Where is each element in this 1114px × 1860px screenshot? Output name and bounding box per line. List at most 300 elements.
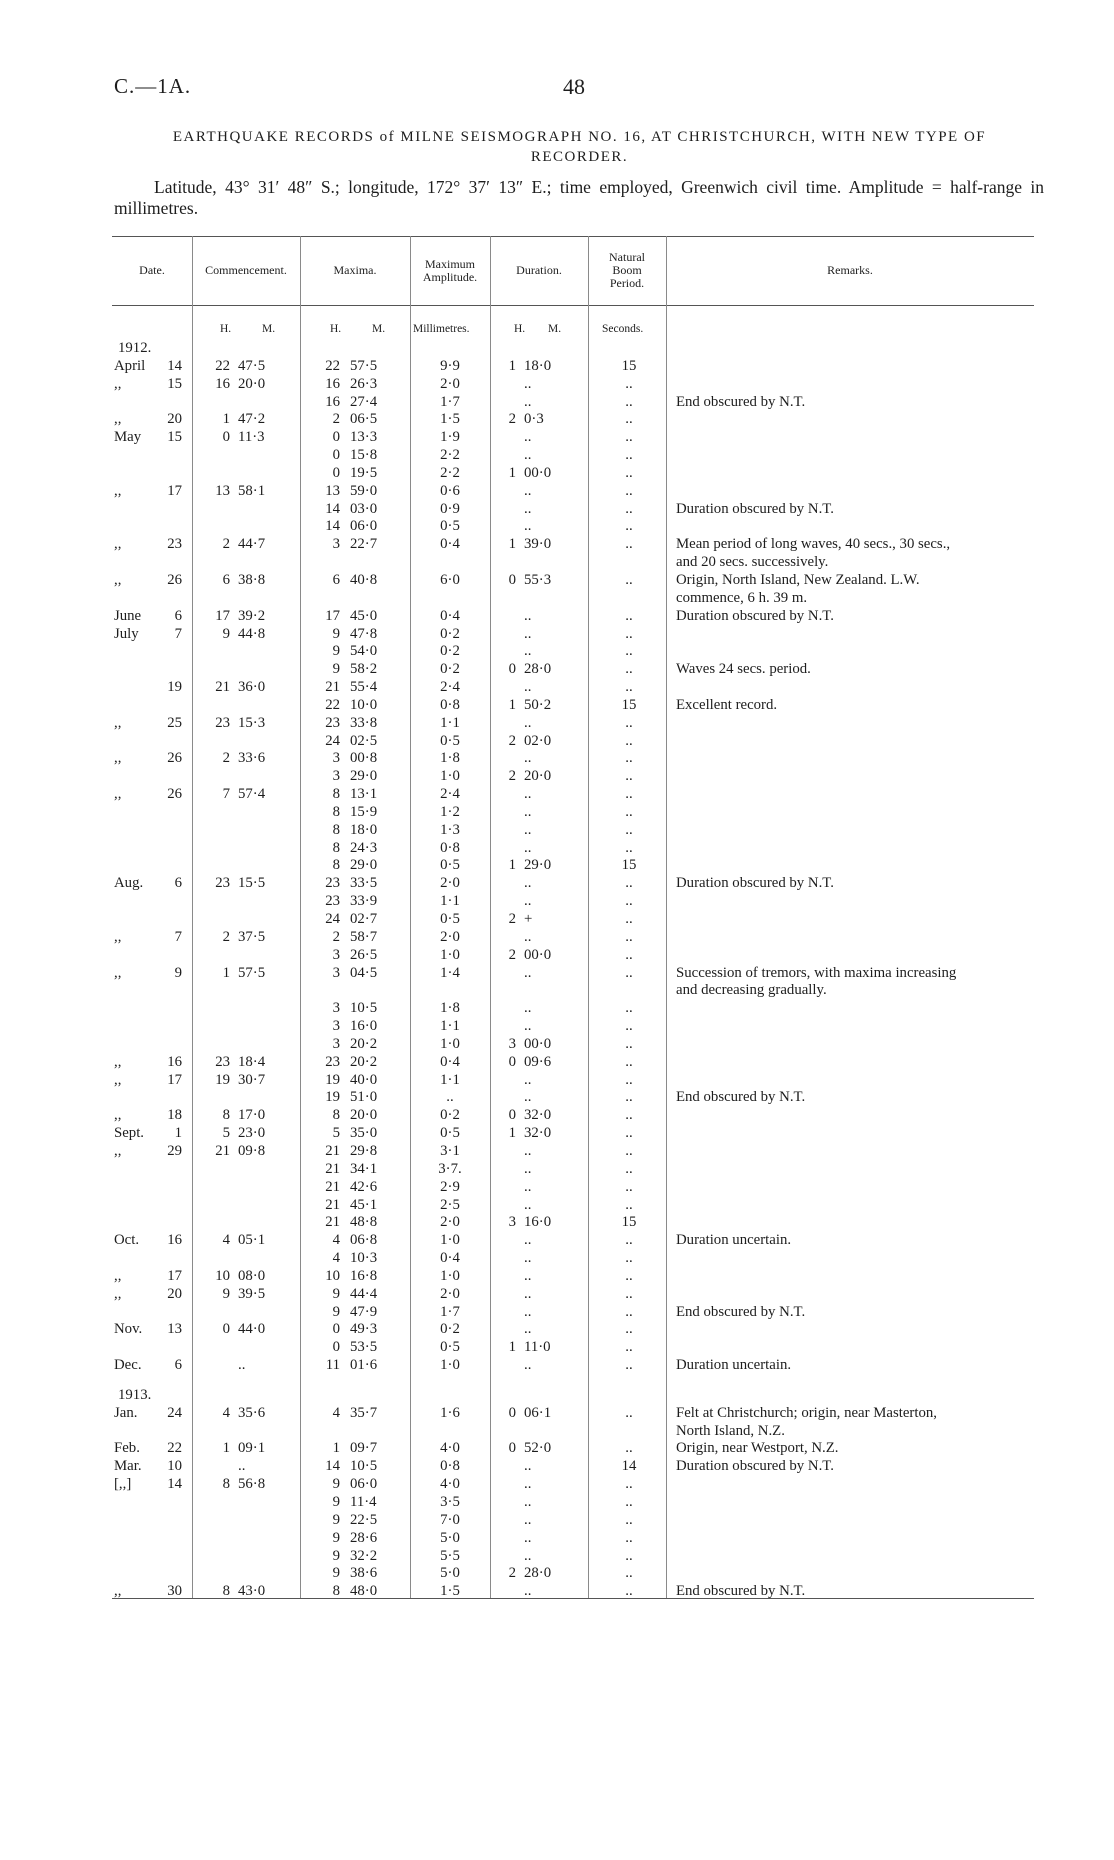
remarks: Duration obscured by N.T. bbox=[676, 607, 834, 624]
duration-minutes: 11·0 bbox=[524, 1339, 551, 1356]
commencement-minutes: 37·5 bbox=[238, 928, 266, 945]
duration-minutes: .. bbox=[524, 1018, 532, 1035]
date-day: 6 bbox=[174, 607, 182, 624]
duration-minutes: .. bbox=[524, 1285, 532, 1302]
duration-hours: 1 bbox=[508, 1125, 516, 1142]
maxima-hours: 21 bbox=[325, 1214, 340, 1231]
duration-minutes: .. bbox=[524, 1232, 532, 1249]
maxima-minutes: 42·6 bbox=[350, 1178, 378, 1195]
maxima-hours: 0 bbox=[332, 1339, 340, 1356]
maxima-minutes: 51·0 bbox=[350, 1089, 378, 1106]
maxima-hours: 3 bbox=[332, 946, 340, 963]
amplitude: 1·6 bbox=[440, 1404, 460, 1421]
boom-period: .. bbox=[625, 375, 633, 392]
maxima-minutes: 29·0 bbox=[350, 857, 378, 874]
duration-hours: 1 bbox=[508, 1339, 516, 1356]
maxima-hours: 8 bbox=[332, 803, 340, 820]
boom-period: .. bbox=[625, 1071, 633, 1088]
maxima-minutes: 04·5 bbox=[350, 964, 378, 981]
date-day: 26 bbox=[167, 571, 182, 588]
date-day: 13 bbox=[167, 1321, 182, 1338]
duration-minutes: 00·0 bbox=[524, 464, 552, 481]
maxima-hours: 4 bbox=[332, 1250, 340, 1267]
boom-period: .. bbox=[625, 1404, 633, 1421]
amplitude: 1·9 bbox=[440, 429, 460, 446]
maxima-minutes: 02·5 bbox=[350, 732, 378, 749]
boom-period: .. bbox=[625, 714, 633, 731]
maxima-minutes: 15·9 bbox=[350, 803, 378, 820]
boom-period: .. bbox=[625, 1565, 633, 1582]
maxima-hours: 4 bbox=[332, 1404, 340, 1421]
unit-hours-maxima: H. bbox=[330, 323, 342, 335]
maxima-hours: 11 bbox=[325, 1357, 340, 1374]
date-day: 1 bbox=[174, 1125, 182, 1142]
amplitude: 1·1 bbox=[440, 714, 460, 731]
amplitude: 1·4 bbox=[440, 964, 460, 981]
duration-hours: 3 bbox=[508, 1214, 516, 1231]
header-line: Amplitude. bbox=[422, 269, 478, 284]
duration-hours: 2 bbox=[508, 946, 516, 963]
commencement-minutes: 09·8 bbox=[238, 1142, 266, 1159]
amplitude: 0·5 bbox=[440, 1339, 460, 1356]
duration-hours: 1 bbox=[508, 464, 516, 481]
maxima-hours: 8 bbox=[332, 1583, 340, 1600]
table-row bbox=[0, 1250, 1114, 1268]
duration-minutes: .. bbox=[524, 1000, 532, 1017]
commencement-minutes: 44·0 bbox=[238, 1321, 266, 1338]
boom-period: .. bbox=[625, 1107, 633, 1124]
duration-minutes: .. bbox=[524, 1267, 532, 1284]
table-row bbox=[0, 626, 1114, 644]
boom-period: .. bbox=[625, 1321, 633, 1338]
commencement-hours: 1 bbox=[222, 964, 230, 981]
table-body bbox=[0, 340, 1114, 1601]
amplitude: 0·4 bbox=[440, 1250, 460, 1267]
maxima-minutes: 38·6 bbox=[350, 1565, 378, 1582]
amplitude: 5·0 bbox=[440, 1529, 460, 1546]
table-row bbox=[0, 697, 1114, 715]
maxima-hours: 3 bbox=[332, 750, 340, 767]
boom-period: .. bbox=[625, 393, 633, 410]
maxima-minutes: 15·8 bbox=[350, 447, 378, 464]
date-month: ,, bbox=[114, 482, 122, 499]
amplitude: 0·9 bbox=[440, 500, 460, 517]
boom-period: .. bbox=[625, 447, 633, 464]
boom-period: 15 bbox=[621, 357, 637, 374]
commencement-hours: 2 bbox=[222, 750, 230, 767]
boom-period: .. bbox=[625, 1196, 633, 1213]
table-row bbox=[0, 590, 1114, 608]
amplitude: 2·5 bbox=[440, 1196, 460, 1213]
maxima-minutes: 19·5 bbox=[350, 464, 378, 481]
table-row bbox=[0, 1476, 1114, 1494]
commencement-minutes: 05·1 bbox=[238, 1232, 266, 1249]
table-row bbox=[0, 661, 1114, 679]
maxima-minutes: 44·4 bbox=[350, 1285, 378, 1302]
remarks: End obscured by N.T. bbox=[676, 393, 806, 410]
commencement-minutes: 44·7 bbox=[238, 536, 266, 553]
table-row bbox=[0, 1530, 1114, 1548]
duration-minutes: .. bbox=[524, 1196, 532, 1213]
duration-minutes: .. bbox=[524, 1583, 532, 1600]
header-line: Maximum bbox=[424, 256, 475, 271]
boom-period: .. bbox=[625, 964, 633, 981]
boom-period: .. bbox=[625, 429, 633, 446]
amplitude: 2·0 bbox=[440, 1285, 460, 1302]
table-row bbox=[0, 1458, 1114, 1476]
amplitude: 1·1 bbox=[440, 1018, 460, 1035]
commencement-hours: 16 bbox=[215, 375, 230, 392]
duration-minutes: 52·0 bbox=[524, 1440, 552, 1457]
boom-period: .. bbox=[625, 803, 633, 820]
date-month: July bbox=[114, 625, 139, 642]
maxima-hours: 9 bbox=[332, 1494, 340, 1510]
duration-minutes: .. bbox=[524, 375, 532, 392]
maxima-minutes: 47·8 bbox=[350, 625, 378, 642]
boom-period: .. bbox=[625, 1178, 633, 1195]
commencement-hours: 7 bbox=[222, 786, 230, 803]
maxima-minutes: 40·0 bbox=[350, 1071, 378, 1088]
date-day: 16 bbox=[167, 1232, 182, 1249]
boom-period: .. bbox=[625, 875, 633, 892]
maxima-minutes: 20·2 bbox=[350, 1053, 378, 1070]
maxima-minutes: 48·0 bbox=[350, 1583, 378, 1600]
duration-minutes: 32·0 bbox=[524, 1125, 552, 1142]
boom-period: .. bbox=[625, 821, 633, 838]
commencement-minutes: 43·0 bbox=[238, 1583, 266, 1600]
duration-minutes: .. bbox=[524, 1142, 532, 1159]
maxima-hours: 24 bbox=[325, 732, 340, 749]
commencement-hours: 0 bbox=[222, 429, 230, 446]
table-row bbox=[0, 857, 1114, 875]
commencement-hours: 13 bbox=[215, 482, 230, 499]
table-row bbox=[0, 394, 1114, 412]
table-row bbox=[0, 429, 1114, 447]
remarks: Duration obscured by N.T. bbox=[676, 875, 834, 892]
maxima-minutes: 11·4 bbox=[350, 1494, 377, 1510]
maxima-hours: 3 bbox=[332, 1018, 340, 1035]
date-day: 14 bbox=[167, 1476, 182, 1493]
amplitude: 0·4 bbox=[440, 1053, 460, 1070]
table-row bbox=[0, 786, 1114, 804]
table-row bbox=[0, 1107, 1114, 1125]
amplitude: 0·5 bbox=[440, 857, 460, 874]
amplitude: 4·0 bbox=[440, 1476, 460, 1493]
date-day: 7 bbox=[174, 928, 182, 945]
amplitude: 6·0 bbox=[440, 571, 460, 588]
amplitude: 0·2 bbox=[440, 1107, 460, 1124]
amplitude: 1·2 bbox=[440, 803, 460, 820]
remarks: Duration obscured by N.T. bbox=[676, 500, 834, 517]
table-row bbox=[0, 982, 1114, 1000]
table-row bbox=[0, 1018, 1114, 1036]
table-row bbox=[0, 1232, 1114, 1250]
date-day: 17 bbox=[167, 1267, 182, 1284]
date-day: 23 bbox=[167, 536, 182, 553]
table-row bbox=[0, 1565, 1114, 1583]
maxima-hours: 14 bbox=[325, 1458, 340, 1475]
column-header-date: Date. bbox=[139, 263, 165, 277]
date-day: 17 bbox=[167, 1071, 182, 1088]
duration-minutes: .. bbox=[524, 679, 532, 696]
duration-hours: 2 bbox=[508, 732, 516, 749]
commencement-hours: 2 bbox=[222, 928, 230, 945]
boom-period: .. bbox=[625, 1476, 633, 1493]
maxima-hours: 9 bbox=[332, 1303, 340, 1320]
duration-minutes: .. bbox=[524, 750, 532, 767]
amplitude: 1·0 bbox=[440, 946, 460, 963]
commencement-minutes: .. bbox=[238, 1458, 246, 1475]
duration-minutes: 09·6 bbox=[524, 1053, 552, 1070]
maxima-hours: 13 bbox=[325, 482, 340, 499]
maxima-hours: 24 bbox=[325, 911, 340, 927]
amplitude: 5·0 bbox=[440, 1565, 460, 1582]
amplitude: 1·8 bbox=[440, 750, 460, 767]
date-month: ,, bbox=[114, 375, 122, 392]
table-row bbox=[0, 1375, 1114, 1387]
boom-period: .. bbox=[625, 536, 633, 553]
maxima-hours: 0 bbox=[332, 1321, 340, 1338]
table-row bbox=[0, 1583, 1114, 1601]
commencement-minutes: 18·4 bbox=[238, 1053, 266, 1070]
duration-minutes: .. bbox=[524, 839, 532, 856]
duration-hours: 2 bbox=[508, 1565, 516, 1582]
remarks: Duration uncertain. bbox=[676, 1232, 792, 1249]
amplitude: 2·9 bbox=[440, 1178, 460, 1195]
unit-minutes-commencement: M. bbox=[262, 323, 276, 335]
date-day: 19 bbox=[167, 679, 182, 696]
maxima-minutes: 58·2 bbox=[350, 661, 378, 678]
remarks: Origin, near Westport, N.Z. bbox=[676, 1440, 839, 1457]
boom-period: .. bbox=[625, 1142, 633, 1159]
commencement-minutes: 38·8 bbox=[238, 571, 266, 588]
table-row bbox=[0, 1214, 1114, 1232]
maxima-minutes: 26·3 bbox=[350, 375, 378, 392]
amplitude: 1·0 bbox=[440, 1267, 460, 1284]
maxima-minutes: 26·5 bbox=[350, 946, 378, 963]
date-month: ,, bbox=[114, 714, 122, 731]
intro-paragraph: Latitude, 43° 31′ 48″ S.; longitude, 172° 37′ 13″ E.; time employed, Greenwich civil time. Amplitude = half-range in millimetres. bbox=[114, 177, 1044, 218]
maxima-hours: 0 bbox=[332, 429, 340, 446]
date-day: 7 bbox=[174, 625, 182, 642]
duration-minutes: .. bbox=[524, 447, 532, 464]
amplitude: 1·0 bbox=[440, 1035, 460, 1052]
amplitude: 2·4 bbox=[440, 679, 460, 696]
date-day: 16 bbox=[167, 1053, 182, 1070]
maxima-minutes: 10·0 bbox=[350, 696, 378, 713]
date-month: ,, bbox=[114, 411, 122, 428]
maxima-minutes: 06·5 bbox=[350, 411, 378, 428]
header-line: Natural bbox=[609, 250, 645, 264]
maxima-minutes: 13·1 bbox=[350, 786, 378, 803]
table-row bbox=[0, 679, 1114, 697]
amplitude: 2·0 bbox=[440, 375, 460, 392]
table-row bbox=[0, 822, 1114, 840]
amplitude: 1·1 bbox=[440, 893, 460, 910]
maxima-hours: 21 bbox=[325, 1196, 340, 1213]
commencement-minutes: 35·6 bbox=[238, 1404, 266, 1421]
duration-minutes: 06·1 bbox=[524, 1404, 552, 1421]
table-row bbox=[0, 1405, 1114, 1423]
boom-period: .. bbox=[625, 643, 633, 660]
duration-minutes: .. bbox=[524, 1529, 532, 1546]
maxima-hours: 3 bbox=[332, 536, 340, 553]
maxima-minutes: 10·5 bbox=[350, 1000, 378, 1017]
boom-period: .. bbox=[625, 1303, 633, 1320]
amplitude: 0·5 bbox=[440, 911, 460, 927]
boom-period: .. bbox=[625, 1494, 633, 1510]
table-row bbox=[0, 965, 1114, 983]
date-month: Aug. bbox=[114, 875, 144, 892]
duration-minutes: .. bbox=[524, 482, 532, 499]
commencement-hours: 4 bbox=[222, 1232, 230, 1249]
duration-hours: 0 bbox=[508, 1107, 516, 1124]
maxima-hours: 21 bbox=[325, 1142, 340, 1159]
maxima-minutes: 58·7 bbox=[350, 928, 378, 945]
table-row bbox=[0, 1440, 1114, 1458]
commencement-hours: 10 bbox=[215, 1267, 230, 1284]
table-row bbox=[0, 1125, 1114, 1143]
amplitude: 0·5 bbox=[440, 1125, 460, 1142]
amplitude: 2·0 bbox=[440, 928, 460, 945]
boom-period: .. bbox=[625, 1339, 633, 1356]
duration-hours: 1 bbox=[508, 536, 516, 553]
remarks: End obscured by N.T. bbox=[676, 1583, 806, 1600]
duration-minutes: .. bbox=[524, 964, 532, 981]
maxima-minutes: 45·1 bbox=[350, 1196, 378, 1213]
date-day: 30 bbox=[167, 1583, 182, 1600]
date-day: 26 bbox=[167, 750, 182, 767]
maxima-minutes: 55·4 bbox=[350, 679, 378, 696]
maxima-hours: 0 bbox=[332, 464, 340, 481]
date-day: 20 bbox=[167, 411, 182, 428]
maxima-minutes: 16·8 bbox=[350, 1267, 378, 1284]
duration-minutes: 0·3 bbox=[524, 411, 544, 428]
commencement-minutes: 11·3 bbox=[238, 429, 265, 446]
date-day: 25 bbox=[167, 714, 182, 731]
unit-hours-duration: H. bbox=[514, 323, 526, 335]
duration-minutes: 00·0 bbox=[524, 946, 552, 963]
commencement-hours: 9 bbox=[222, 1285, 230, 1302]
table-row bbox=[0, 411, 1114, 429]
commencement-minutes: .. bbox=[238, 1357, 246, 1374]
boom-period: 15 bbox=[621, 1214, 637, 1231]
date-day: 26 bbox=[167, 786, 182, 803]
duration-hours: 3 bbox=[508, 1035, 516, 1052]
boom-period: .. bbox=[625, 661, 633, 678]
commencement-hours: 8 bbox=[222, 1476, 230, 1493]
maxima-minutes: 57·5 bbox=[350, 357, 378, 374]
table-row bbox=[0, 572, 1114, 590]
amplitude: 9·9 bbox=[440, 357, 460, 374]
remarks: Origin, North Island, New Zealand. L.W. bbox=[676, 571, 920, 588]
header-line: Period. bbox=[609, 276, 645, 290]
commencement-minutes: 15·5 bbox=[238, 875, 266, 892]
table-row bbox=[0, 1357, 1114, 1375]
commencement-hours: 21 bbox=[215, 1142, 230, 1159]
maxima-hours: 6 bbox=[332, 571, 340, 588]
commencement-minutes: 39·2 bbox=[238, 607, 266, 624]
maxima-minutes: 18·0 bbox=[350, 821, 378, 838]
date-month: ,, bbox=[114, 1071, 122, 1088]
maxima-minutes: 33·8 bbox=[350, 714, 378, 731]
maxima-minutes: 01·6 bbox=[350, 1357, 378, 1374]
maxima-minutes: 10·5 bbox=[350, 1458, 378, 1475]
duration-minutes: .. bbox=[524, 1303, 532, 1320]
amplitude: 1·5 bbox=[440, 1583, 460, 1600]
boom-period: .. bbox=[625, 1000, 633, 1017]
boom-period: .. bbox=[625, 1035, 633, 1052]
amplitude: .. bbox=[446, 1089, 454, 1106]
remarks: Waves 24 secs. period. bbox=[676, 661, 811, 678]
maxima-minutes: 13·3 bbox=[350, 429, 378, 446]
duration-minutes: .. bbox=[524, 1476, 532, 1493]
table-row bbox=[0, 1000, 1114, 1018]
boom-period: .. bbox=[625, 786, 633, 803]
document-title bbox=[112, 127, 1047, 167]
duration-minutes: .. bbox=[524, 786, 532, 803]
amplitude: 4·0 bbox=[440, 1440, 460, 1457]
amplitude: 1·5 bbox=[440, 411, 460, 428]
duration-minutes: .. bbox=[524, 1178, 532, 1195]
date-day: 17 bbox=[167, 482, 182, 499]
maxima-minutes: 47·9 bbox=[350, 1303, 378, 1320]
maxima-minutes: 22·5 bbox=[350, 1511, 378, 1528]
boom-period: .. bbox=[625, 411, 633, 428]
table-row bbox=[0, 1036, 1114, 1054]
maxima-hours: 3 bbox=[332, 964, 340, 981]
maxima-minutes: 03·0 bbox=[350, 500, 378, 517]
maxima-minutes: 06·0 bbox=[350, 1476, 378, 1493]
table-row bbox=[0, 929, 1114, 947]
table-row bbox=[0, 465, 1114, 483]
amplitude: 0·6 bbox=[440, 482, 460, 499]
remarks: Mean period of long waves, 40 secs., 30 secs., bbox=[676, 536, 951, 553]
maxima-hours: 21 bbox=[325, 1160, 340, 1177]
date-month: [,,] bbox=[114, 1476, 132, 1493]
commencement-hours: 22 bbox=[215, 357, 230, 374]
date-month: Sept. bbox=[114, 1125, 145, 1142]
duration-hours: 2 bbox=[508, 911, 516, 927]
maxima-hours: 2 bbox=[332, 928, 340, 945]
boom-period: .. bbox=[625, 1583, 633, 1600]
remarks: Succession of tremors, with maxima increasing bbox=[676, 964, 957, 981]
column-header-maxima: Maxima. bbox=[333, 263, 377, 277]
boom-period: .. bbox=[625, 911, 633, 927]
date-month: ,, bbox=[114, 571, 122, 588]
commencement-minutes: 20·0 bbox=[238, 375, 266, 392]
boom-period: .. bbox=[625, 500, 633, 517]
amplitude: 0·8 bbox=[440, 839, 460, 856]
table-row bbox=[0, 483, 1114, 501]
boom-period: .. bbox=[625, 1018, 633, 1035]
duration-minutes: 02·0 bbox=[524, 732, 552, 749]
date-month: May bbox=[114, 429, 142, 446]
table-row bbox=[0, 536, 1114, 554]
duration-minutes: .. bbox=[524, 393, 532, 410]
commencement-minutes: 39·5 bbox=[238, 1285, 266, 1302]
maxima-hours: 8 bbox=[332, 821, 340, 838]
boom-period: .. bbox=[625, 839, 633, 856]
duration-minutes: 20·0 bbox=[524, 768, 552, 785]
amplitude: 5·5 bbox=[440, 1547, 460, 1564]
date-month: Oct. bbox=[114, 1232, 140, 1249]
duration-hours: 2 bbox=[508, 768, 516, 785]
boom-period: .. bbox=[625, 679, 633, 696]
remarks: End obscured by N.T. bbox=[676, 1303, 806, 1320]
amplitude: 1·7 bbox=[440, 1303, 460, 1320]
boom-period: .. bbox=[625, 768, 633, 785]
